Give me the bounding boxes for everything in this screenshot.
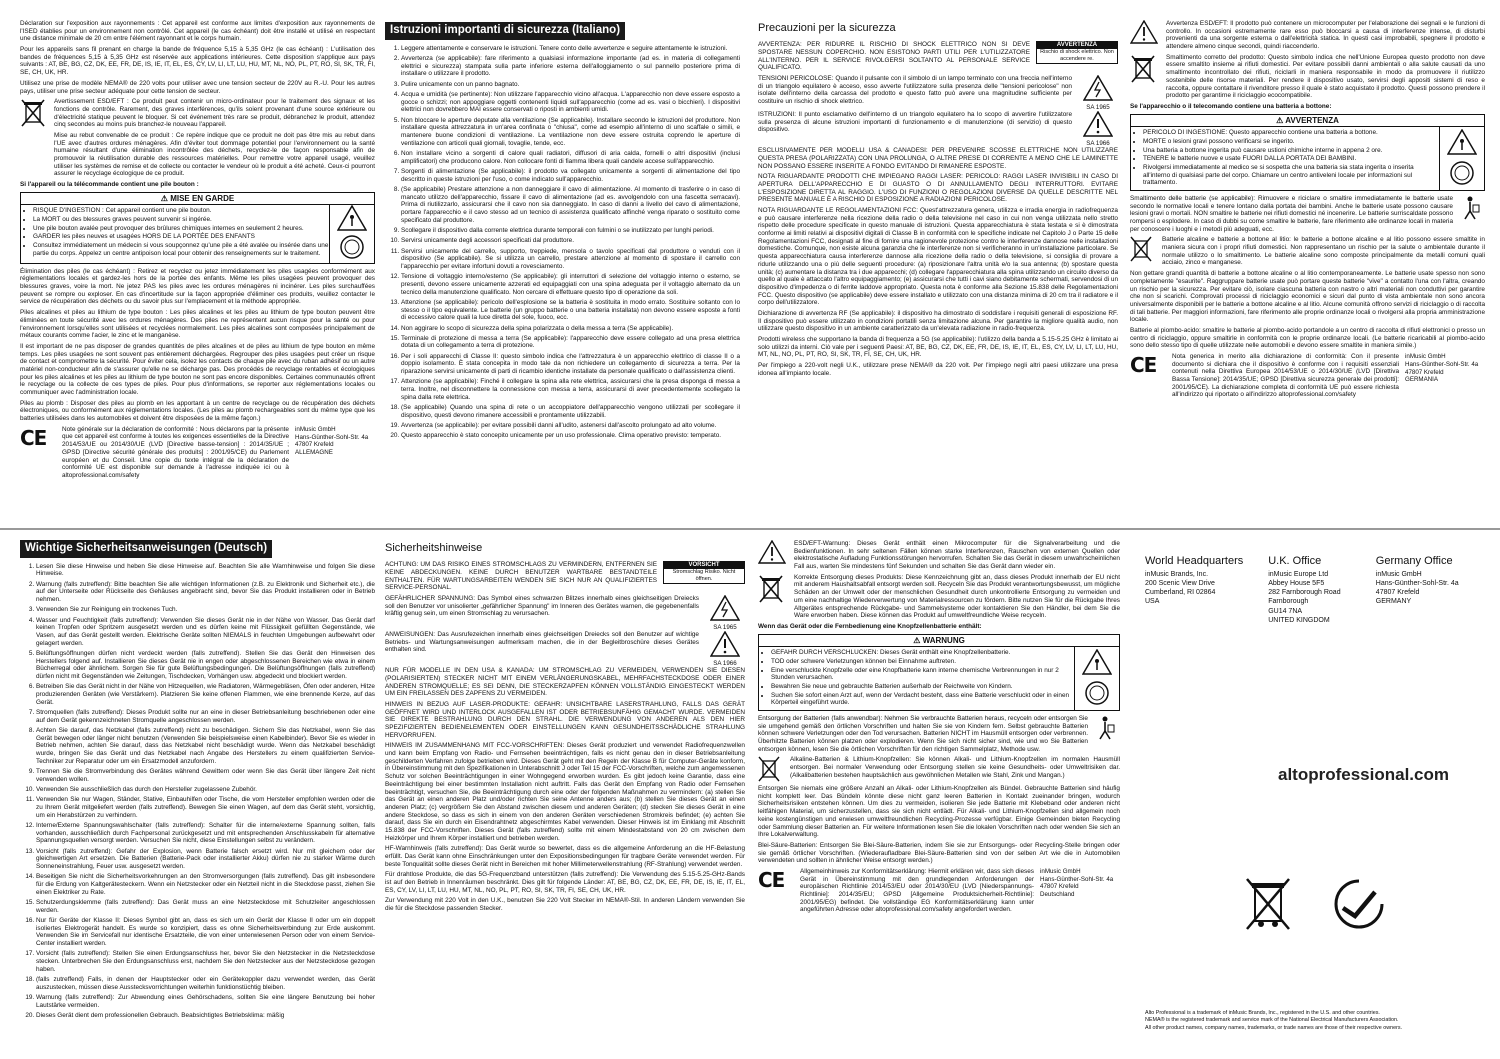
list-item: 14. Beseitigen Sie nicht die Sicherheitsvorkehrungen an den Stromversorgungen (falls zutreffend). Das gilt insbesondere für die Erdung von Kaltgerätesteckern. Wenn ein Netzstecker oder ein Netzteil nicht in die Steckdose passt, ziehen Sie einen Elektriker zu Rate.	[36, 873, 375, 896]
de-safety-column	[385, 542, 745, 1052]
de3-disposal-row	[758, 715, 1120, 756]
compliance-marks	[1243, 875, 1385, 936]
weee-bin-icon	[1243, 875, 1293, 936]
child-warning-icon	[1447, 129, 1477, 158]
footer-line: Alto Professional is a trademark of inMusic Brands, Inc., registered in the U.S. and other countries.	[1145, 1010, 1380, 1016]
lightning-triangle-icon	[705, 595, 745, 631]
de2-p5: HINWEIS IN BEZUG AUF LASER-PRODUKTE: GEFAHR: UNSICHTBARE LASERSTRAHLUNG, FALLS DAS GERÄT GEÖFFNET WIRD UND INTERLOCK AUSGEFALLEN IST ODER BETRIEBSUNFÄHIG GEMACHT WURDE. VERMEIDEN SIE DIREKTE BESTRAHLUNG DURCH DEN STRAHL. DIE VERWENDUNG VON ANDEREN ALS DEN HIER SPEZIFIZIERTEN BEDIENELEMENTEN ODER EINSTELLUNGEN KANN GESUNDHEITSSCHÄDLICHE STRAHLUNG HERVORRUFEN.	[385, 700, 745, 739]
de3-disposal: Entsorgung der Batterien (falls anwendbar): Nehmen Sie verbrauchte Batterien heraus, recyceln oder entsorgen Sie sie umgehend gemäß den örtlichen Vorschriften und halten Sie sie von Kindern fern. Selbst gebrauchte Batterien können schwere Verletzungen oder den Tod verursachen. Batterien NICHT im Hausmüll entsorgen oder verbrennen. Überhitzte Batterien können platzen oder explodieren. Wenn Sie sich nicht sicher sind, wie und wo Sie Batterien entsorgen können, lesen Sie die örtlichen Vorschriften für den richtigen Sammelplatz, Methode usw.	[758, 714, 1088, 753]
it3-recycle: Smaltimento corretto del prodotto: Questo simbolo indica che nell'Unione Europea questo prodotto non deve essere smaltito insieme ai rifiuti domestici. Per evitare possibili danni ambientali o alla salute causati da uno smaltimento incontrollato dei rifiuti, riciclarli in maniera responsabile in modo da promuovere il riutilizzo sostenibile delle risorse materiali. Per rendere il dispositivo usato, servirsi degli appositi sistemi di reso e raccolta, oppure contattare il rivenditore presso il quale è stato acquistato il prodotto. Questi possono prendere il prodotto per garantirne il riciclaggio ecocompatibile.	[1166, 53, 1485, 100]
list-item: 2. Warnung (falls zutreffend): Bitte beachten Sie alle wichtigen Informationen (z.B. zu Elektronik und Sicherheit etc.), die auf der Unterseite oder Rückseite des Gehäuses angebracht sind, bevor Sie das Produkt installieren oder in Betrieb nehmen.	[36, 581, 375, 604]
de3-esd-row	[758, 540, 1120, 574]
it3-conformity: Nota generica in merito alla dichiarazione di conformità: Con il presente documento si dichiara che il dispositivo è conforme con i requisiti essenziali contenuti nella Direttiva Europea 2014/53/UE o 2014/30/UE (LVD [Direttiva Bassa Tensione]: 2014/35/UE; GPSD [Direttiva sicurezza generale dei prodotti]: 2001/95/CE). La dichiarazione completa di conformità UE può essere richiesta all'indirizzo qui riportato o all'indirizzo altoprofessional.com/safety	[1172, 353, 1399, 399]
offices-row	[1145, 555, 1485, 625]
esd-warning-icon	[758, 540, 788, 567]
fr-column	[20, 20, 375, 500]
it3-disposal: Smaltimento delle batterie (se applicabile): Rimuovere e riciclare o smaltire immediatamente le batterie usate secondo le normative locali e tenere lontano dalla portata dei bambini. Anche le batterie usate possono causare lesioni gravi o mortali. NON smaltire le batterie nei rifiuti domestici né incenerire. Le batterie surriscaldate possono rompersi o esplodere. In caso di dubbi su come smaltire le batterie, fare riferimento alle ordinanze locali in materia per conoscere i luoghi e i metodi più adeguati, ecc.	[1130, 194, 1453, 233]
list-item: 4. Acqua e umidità (se pertinente): Non utilizzare l'apparecchio vicino all'acqua. L'apparecchio non deve essere esposto a gocce o schizzi; non appoggiare oggetti contenenti liquidi sull'apparecchio (come ad es. vasi o bicchieri). I dispositivi elettrici non dovrebbero MAI essere conservati o riposti in ambienti umidi.	[401, 91, 740, 114]
list-item: 6. Non installare vicino a sorgenti di calore quali radiatori, diffusori di aria calda, fornelli o altri dispositivi (inclusi amplificatori) che producono calore. Non collocare fonti di fiamma libera quali candele accese sull'apparecchio.	[401, 150, 740, 165]
address-line: inMusic GmbH	[1375, 571, 1422, 579]
fold-divider	[0, 528, 1500, 530]
it3-alkaline: Batterie alcaline e batterie a bottone al litio: le batterie a bottone alcaline e al litio possono essere smaltite in maniera sicura con i propri rifiuti domestici. Non rappresentano un rischio per la salute o ambientale durante il normale utilizzo o lo smaltimento. Le batterie alcaline sono composte principalmente da metalli comuni quali acciaio, zinco e manganese.	[1162, 236, 1485, 267]
list-item: 17. Attenzione (se applicabile): Finché il collegare la spina alla rete elettrica, assicurarsi che la presa disponga di messa a terra. Inoltre, nel disconnettere la connessione con messa a terra, assicurarsi di aver precedentemente scollegato la spina dalla rete elettrica.	[401, 378, 740, 401]
weee-icon	[758, 574, 788, 607]
office-title: Germany Office	[1375, 555, 1453, 567]
list-item: 9. Scollegare il dispositivo dalla corrente elettrica durante temporali con fulmini o se inutilizzato per lunghi periodi.	[401, 227, 740, 235]
it2-instructions-row	[758, 111, 1118, 147]
button-battery-icon	[1449, 160, 1475, 189]
list-item: • GARDER les piles neuves et usagées HORS DE LA PORTÉE DES ENFANTS	[33, 233, 329, 241]
address-line: 47807 Krefeld	[1040, 883, 1079, 891]
it-continued-column	[1130, 20, 1485, 500]
fr-alkaline2: Il est important de ne pas disposer de grandes quantités de piles alcalines et de piles au lithium de type bouton en même temps. Les piles usagées ne sont souvent pas entièrement déchargées. Regrouper des piles usagées peut créer un risque de contact et compromettre la sécurité. Pour éviter cela, isolez les contacts de chaque pile avec du ruban adhésif ou un autre matériel non-conducteur afin de s'assurer qu'elle ne se décharge pas. Des procédés de recyclage rentables et écologiques pour les piles alcalines et les piles au lithium de type bouton ne sont pas encore disponibles. Certaines communautés offrent le recyclage ou la collecte de ces types de piles. Pour plus d'informations, se reporter aux réglementations locales ou communiquer avec l'administration locale.	[20, 342, 375, 397]
de3-lead: Blei-Säure-Batterien: Entsorgen Sie Blei-Säure-Batterien, indem Sie sie zur Entsorgungs- oder Recycling-Stelle bringen oder sie gemäß örtlicher Vorschriften. (Wiederaufladbare Blei-Säure-Batterien sind von der selben Art wie die in Automobilen verwendeten und sollten in ähnlicher Weise entsorgt werden.)	[758, 841, 1120, 865]
de2-p4: NUR FÜR MODELLE IN DEN USA & KANADA: UM STROMSCHLAG ZU VERMEIDEN, VERWENDEN SIE DIESEN (POLARISIERTEN) STECKER NICHT MIT EINEM VERLÄNGERUNGSKABEL, MEHRFACHSTECKDOSE ODER EINER ANDEREN STROMQUELLE; ES SEI DENN, DIE STECKERZAPFEN KÖNNEN VOLLSTÄNDIG EINGESTECKT WERDEN UM EIN FREILASSEN DES ZAPFENS ZU VERMEIDEN.	[385, 667, 745, 698]
weee-icon	[20, 98, 48, 131]
child-warning-icon	[337, 205, 367, 234]
fr-esd: Avertissement ESD/EFT : Ce produit peut contenir un micro-ordinateur pour le traitement des signaux et les fonctions de contrôle. Rarement, des graves interférences, qu'ils soient provenant d'une source extérieure ou d'électricité statique peuvent le bloquer. Si cet événement très rare se produit, débranchez le produit, attendez cinq secondes au moins puis branchez-le nouveau l'appareil.	[54, 98, 375, 129]
it2-voltage-row	[758, 75, 1118, 111]
it2-caution-box	[1036, 41, 1118, 63]
caution-box-title: AVVERTENZA	[1037, 42, 1117, 49]
de2-p8: Für drahtlose Produkte, die das 5G-Frequenzband unterstützen (falls zutreffend): Die Verwendung des 5.15-5.25-GHz-Bands ist auf den Betrieb in Innenräumen beschränkt. Dies gilt für folgende Länder: AT, BE, BG, CZ, DK, EE, FR, DE, IS, IE, IT, EL, ES, CY, LV, LI, LT, LU, HU, MT, NL, NO, PL, PT, RO, SI, SK, TR, FI, SE, CH, UK, HR.	[385, 871, 745, 894]
list-item: 20. Dieses Gerät dient dem professionellen Gebrauch. Beabsichtigtes Betriebsklima: mäßig	[36, 1012, 375, 1020]
warning-triangle-icon: ⚠	[160, 193, 171, 203]
lightning-triangle-icon	[1078, 75, 1118, 111]
address-line: Hans-Günther-Sohl-Str. 4a	[1375, 580, 1459, 588]
list-item: • TOD oder schwere Verletzungen können bei Einnahme auftreten.	[771, 658, 1074, 666]
fr-warning-box	[20, 192, 375, 264]
address-line: UNITED KINGDOM	[1268, 616, 1330, 624]
it2-p6: NOTA RIGUARDANTE LE REGOLAMENTAZIONI FCC: Quest'attrezzatura genera, utilizza e irradia energia in radiofrequenza e può causare interferenze nella ricezione della radio o della televisione nel caso in cui non venga utilizzata nello stretto rispetto delle procedure specificate in questo manuale di istruzioni. Questa apparecchiatura è stata testata e si è dimostrata conforme ai limiti relativi ai dispositivi digitali di Classe B in conformità con le specifiche indicate nel Capitolo J o Parte 15 delle Regolamentazioni FCC, designati al fine di fornire una ragionevole protezione contro le interferenze dannose nelle installazioni domestiche. Comunque, non esiste alcuna garanzia che le interferenze non si verificheranno in un'installazione particolare. Se questa apparecchiatura causa interferenze dannose alla ricezione della radio o della televisione, si consiglia di provare a ridurle utilizzando una o più delle seguenti procedure: (a) riposizionare l'altra unità e/o la sua antenna; (b) spostare questa unità; (c) aumentare la distanza tra i due apparecchi; (d) collegare l'apparecchiatura alla spina utilizzando un circuito diverso da quello al quale è attaccato l'altro equipaggiamento; (e) assicurarsi che tutti i cavi siano debitamente schermati, servendosi di un dispositivo d'impedenza o di ferrite laddove appropriato. Questa nota è conforme alla Sezione 15.838 delle Regolamentazioni FCC. Questo dispositivo (se applicabile) deve essere installato e utilizzato con una distanza minima di 20 cm tra il radiatore e il corpo dell'utilizzatore.	[758, 207, 1118, 307]
it2-p4: ESCLUSIVAMENTE PER MODELLI USA & CANADESI: PER PREVENIRE SCOSSE ELETTRICHE NON UTILIZZARE QUESTA PRESA (POLARIZZATA) CON UNA PROLUNGA, O ALTRE PRESE DI CORRENTE A MENO CHE LE LAMINETTE NON POSSANO ESSERE INSERITE A FONDO EVITANDO DI RIMANERE ESPOSTE.	[758, 147, 1118, 170]
list-item: • MORTE o lesioni gravi possono verificarsi se ingerito.	[1143, 138, 1439, 146]
list-item: 15. Terminale di protezione di messa a terra (Se applicabile): l'apparecchio deve essere collegato ad una presa elettrica dotata di un collegamento a terra di protezione.	[401, 335, 740, 350]
fr-disposal: Élimination des piles (le cas échéant) : Retirez et recyclez ou jetez immédiatement les piles usagées conformément aux réglementations locales et gardez-les hors de la portée des enfants. Même les piles usagées peuvent provoquer des blessures graves, voire la mort. Ne jetez PAS les piles avec les ordures ménagères ni incinérer. Les piles surchauffées peuvent se rompre ou exploser. En cas d'incertitude sur la façon appropriée d'éliminer ces produits, veuillez contacter le service de récupération des déchets ou du savoir plus sur l'emplacement et la méthode appropriée.	[20, 267, 375, 306]
list-item: 18. (falls zutreffend) Falls, in denen der Hauptstecker oder ein Gerätekoppler dazu verwendet werden, das Gerät auszustecken, müssen diese Ausstecksvorrichtungen weiterhin funktionstüchtig bleiben.	[36, 976, 375, 991]
caution-box-title: VORSICHT	[664, 562, 744, 569]
list-item: • Suchen Sie sofort einen Arzt auf, wenn der Verdacht besteht, dass eine Batterie verschluckt oder in einen Körperteil eingeführt wurde.	[771, 692, 1074, 707]
list-item: 19. Avvertenza (se applicabile): per evitare possibili danni all'udito, astenersi dall'ascolto prolungato ad alto volume.	[401, 422, 740, 430]
sa-label: SA 1966	[1086, 139, 1110, 147]
address-line: Cumberland, RI 02864	[1145, 589, 1216, 597]
list-item: 12. Interne/Externe Spannungswahlschalter (falls zutreffend): Schalter für die interne/externe Spannung sollten, falls vorhanden, ausschließlich durch Fachpersonal zurückgesetzt und mit entsprechenden Anschlusskabeln für alternative Spannungsquellen versorgt werden. Versuchen Sie nicht, diese Einstellungen selbst zu verändern.	[36, 822, 375, 845]
list-item: 20. Questo apparecchio è stato concepito unicamente per un uso professionale. Clima operativo previsto: temperato.	[401, 432, 740, 440]
sa-label: SA 1965	[713, 623, 737, 631]
button-battery-icon	[1084, 680, 1110, 709]
address-line: Deutschland	[1040, 891, 1075, 899]
it3-conformity-row	[1130, 353, 1485, 402]
sa-label: SA 1966	[713, 659, 737, 667]
list-item: 12. Tensione di voltaggio interno/esterno (Se applicabile): gli interruttori di selezione del voltaggio interno o esterno, se presenti, devono essere unicamente azzerati ed equipaggiati con una spina adeguata per il voltaggio alternato da un tecnico della manutenzione qualificato. Non cercare di effettuare questo tipo di operazione da soli.	[401, 273, 740, 296]
de3-battery-intro: Wenn das Gerät oder die Fernbedienung eine Knopfzellenbatterie enthält:	[758, 622, 982, 630]
list-item: • PERICOLO DI INGESTIONE: Questo apparecchio contiene una batteria a bottone.	[1143, 129, 1439, 137]
list-item: 19. Warnung (falls zutreffend): Zur Abwendung eines Gehörschadens, sollten Sie eine längere Benutzung bei hoher Lautstärke vermeiden.	[36, 994, 375, 1009]
de-title: Wichtige Sicherheitsanweisungen (Deutsch)	[20, 540, 272, 558]
exclamation-triangle-icon	[705, 631, 745, 667]
fr-lead: Piles au plomb : Disposer des piles au plomb en les apportant à un centre de recyclage ou de récupération des déchets électroniques, ou conformément aux réglementations locales. (Les piles au plomb rechargeables sont du même type que les batteries utilisées dans les automobiles et doivent être disposées de la même façon.)	[20, 399, 375, 423]
it-column	[385, 22, 740, 502]
list-item: 8. Achten Sie darauf, das Netzkabel (falls zutreffend) nicht zu beschädigen. Sichern Sie das Netzkabel, wenn Sie das Gerät bewegen oder länger nicht benutzen (Verwenden Sie beispielsweise einen Kabelbinder). Bevor Sie es wieder in Betrieb nehmen, achten Sie darauf, dass das Netzkabel nicht beschädigt wurde. Wenn das Netzkabel beschädigt wurde, bringen Sie das Gerät und das Netzkabel nach Angabe des Herstellers zu einem qualifizierten Service-Techniker zur Reparatur oder um ein Ersatzmodell anzufordern.	[36, 727, 375, 765]
office-block	[1376, 555, 1485, 625]
fr-recycle: Mise au rebut convenable de ce produit : Ce repère indique que ce produit ne doit pas être mis au rebut dans l'UE avec d'autres ordures ménagères. Afin d'éviter tout dommage potentiel pour l'environnement ou la santé humaine résultant d'une élimination incontrôlée des déchets, recyclez-le de façon responsable afin de promouvoir la réutilisation durable des ressources matérielles. Pour remettre votre appareil usagé, veuillez utiliser les systèmes de remise et de collecte ou contacter le vendeur où le produit a été acheté. Ceux-ci pourront assurer le recyclage écologique de ce produit.	[54, 131, 375, 178]
de2-title: Sicherheitshinweise	[385, 542, 483, 554]
list-item: 10. Servirsi unicamente degli accessori specificati dal produttore.	[401, 237, 740, 245]
address-line: ALLEMAGNE	[295, 449, 333, 457]
address-line: Farnborough	[1268, 598, 1309, 606]
caution-box-text: Stromschlag Risiko. Nicht öffnen.	[672, 569, 736, 582]
list-item: • Eine verschluckte Knopfzelle oder eine Knopfbatterie kann interne chemische Verbrennungen in nur 2 Stunden verursachen.	[771, 667, 1074, 682]
address-line: GU14 7NA	[1268, 607, 1303, 615]
address-line: 282 Farnborough Road	[1268, 589, 1341, 597]
warning-triangle-icon: ⚠	[1276, 115, 1286, 125]
footer-line: All other product names, company names, trademarks, or trade names are those of their respective owners.	[1145, 1024, 1403, 1031]
weee-icon	[1130, 236, 1156, 265]
list-item: 8. (Se applicabile) Prestare attenzione a non danneggiare il cavo di alimentazione. Al momento di trasferire o in caso di mancato utilizzo dell'apparecchio, fissare il cavo di alimentazione (ad es. avvolgendolo con una fascetta serracavi). Prima di riutilizzarlo, assicurarsi che il cavo non sia danneggiato. In caso di danni a livello del cavo di alimentazione, portare l'apparecchio e il cavo stesso ad un tecnico di assistenza qualificato affinché venga riparato o sostituito come specificato dal produttore.	[401, 186, 740, 224]
ce-mark-icon: CE	[758, 867, 785, 892]
address-line: Abbey House 5F5	[1268, 580, 1325, 588]
esd-warning-icon	[1130, 20, 1160, 47]
caution-box-text: Rischio di shock elettrico. Non accendere re.	[1040, 49, 1114, 62]
list-item: 5. Non bloccare le aperture deputate alla ventilazione (Se applicabile). Installare secondo le istruzioni del produttore. Non installare questa attrezzatura in un'area confinata o "chiusa", come ad esempio all'interno di uno scaffale o simili, e mantenere buone condizioni di ventilazione. La ventilazione non deve essere ostruita coprendo le aperture di ventilazione con articoli quali giornali, tovaglie, tende, ecc.	[401, 117, 740, 148]
it3-recycle-row	[1130, 54, 1485, 103]
list-item: 1. Leggere attentamente e conservare le istruzioni. Tenere conto delle avvertenze e seguire attentamente le istruzioni.	[401, 45, 740, 53]
list-item: 18. (Se applicabile) Quando una spina di rete o un accoppiatore dell'apparecchio vengono utilizzati per scollegare il dispositivo, questi devono rimanere accessibili e prontamente utilizzabili.	[401, 404, 740, 419]
weee-icon	[758, 756, 784, 785]
de3-warn-title: WARNUNG	[922, 635, 965, 645]
address-line: 47807 Krefeld	[1405, 368, 1444, 376]
it2-warning-row	[758, 41, 1118, 75]
fr-conformity-row	[20, 426, 375, 483]
it-list	[385, 45, 740, 440]
it-title: Istruzioni importanti di sicurezza (Italiano)	[385, 22, 625, 40]
de3-conformity: Allgemeinhinweis zur Konformitätserklärung: Hiermit erklären wir, dass sich dieses Gerät in Übereinstimmung mit den grundlegenden Anforderungen der europäischen Richtlinie 2014/53/EU oder 2014/30/EU (LVD [Niederspannungs-Richtlinie]: 2014/35/EU; GPSD [Allgemeine Produktsicherheit-Richtlinie]: 2001/95/EG) befindet. Die vollständige EG Konformitätserklärung kann unter angeführten Adresse oder altoprofessional.com/safety angefordert werden.	[800, 867, 1034, 914]
weee-icon	[1130, 54, 1160, 87]
list-item: 7. Sorgenti di alimentazione (Se applicabile): il prodotto va collegato unicamente a sorgenti di alimentazione del tipo descritto in queste istruzioni per l'uso, o come indicato sull'apparecchio.	[401, 168, 740, 183]
it2-title: Precauzioni per la sicurezza	[758, 22, 896, 34]
list-item: • GEFAHR DURCH VERSCHLUCKEN: Dieses Gerät enthält eine Knopfzellenbatterie.	[771, 649, 1074, 657]
it2-p9: Per l'impiego a 220-volt negli U.K., utilizzare prese NEMA® da 220 volt. Per l'impiego negli altri paesi utilizzare una presa idonea all'impianto locale.	[758, 362, 1118, 377]
de3-alkaline2: Entsorgen Sie niemals eine größere Anzahl an Alkali- oder Lithium-Knopfzellen als Bündel. Gebrauchte Batterien sind häufig nicht komplett leer. Das Bündeln könnte diese nicht ganz leeren Batterien in Kontakt zueinander bringen, wodurch Sicherheitsrisiken entstehen können. Um dies zu vermeiden, isolieren Sie jede Batterie mit Klebeband oder anderen nicht leitfähigen Material, um sicherzustellen, dass sie sich nicht entlädt. Für Alkali- und Lithium-Knopfzellen sind allgemein noch keine kostengünstigen und erwiesen umweltfreundlichen Recycling-Prozesse verfügbar. Einige Gemeinden bieten Recycling oder Sammlung dieser Batterien an. Für weitere Informationen lesen Sie die lokalen Vorschriften nach oder wenden Sie sich an Ihre Lokalverwaltung.	[758, 785, 1120, 839]
it2-p7: Dichiarazione di avvertenza RF (Se applicabile): il dispositivo ha dimostrato di soddisfare i requisiti generali di esposizione RF. Il dispositivo può essere utilizzato in condizioni portatili senza limitazione alcuna. Per garantire la migliore qualità audio, non utilizzare questo dispositivo in un ambiente caratterizzato da un'elevata radiazione in radio-frequenza.	[758, 309, 1118, 333]
de2-p1: ACHTUNG: UM DAS RISIKO EINES STROMSCHLAGS ZU VERMINDERN, ENTFERNEN SIE KEINE ABDECKUNGEN. KEINE DURCH BENUTZER WARTBARE BESTANDTEILE ENTHALTEN. FÜR WARTUNGSARBEITEN WENDEN SIE SICH NUR AN QUALIFIZIERTES SERVICE-PERSONAL.	[385, 561, 657, 592]
de-list	[20, 563, 375, 1020]
trademark-footer	[1145, 1010, 1485, 1032]
it3-battery-intro: Se l'apparecchio o il telecomando contiene una batteria a bottone:	[1130, 102, 1332, 110]
list-item: • La MORT ou des blessures graves peuvent survenir si ingérée.	[33, 216, 329, 224]
address-line: 47807 Krefeld	[1375, 589, 1420, 597]
de3-alkaline: Alkaline-Batterien & Lithium-Knopfzellen: Sie können Alkali- und Lithium-Knopfzellen im normalen Hausmüll entsorgen. Bei normaler Verwendung oder Entsorgung stellen sie keine Gesundheits- oder Umweltrisiken dar. (Alkalibatterien bestehen hauptsächlich aus gewöhnlichen Metallen wie Stahl, Zink und Mangan.)	[790, 756, 1120, 779]
fr-nema: Utilisez une prise de modèle NEMA® de 220 volts pour utiliser avec une tension secteur de 220V au R.-U. Pour les autres pays, utiliser une prise secteur adéquate pour cette tension de secteur.	[20, 79, 375, 95]
office-title: U.K. Office	[1268, 555, 1322, 567]
list-item: • TENERE le batterie nuove e usate FUORI DALLA PORTATA DEI BAMBINI.	[1143, 155, 1439, 163]
child-warning-icon	[1082, 649, 1112, 678]
list-item: • Una batteria a bottone ingerita può causare ustioni chimiche interne in appena 2 ore.	[1143, 147, 1439, 155]
office-block	[1145, 555, 1254, 625]
list-item: 16. Nur für Geräte der Klasse II: Dieses Symbol gibt an, dass es sich um ein Gerät der Klasse II oder um ein doppelt isoliertes Elektrogerät handelt. Es wurde so konzipiert, dass es ohne Sicherheitsverbindung zur Erde auskommt. Verwenden Sie im Servicefall nur identische Ersatzteile, die von einer unterwiesenen Person oder von einem Service-Center installiert werden.	[36, 917, 375, 948]
it2-p3: ISTRUZIONI: Il punto esclamativo dell'interno di un triangolo equilatero ha lo scopo di avvertire l'utilizzatore sulla presenza di alcune istruzioni importanti di funzionamento e di manutenzione (di servizio) di questo dispositivo.	[758, 111, 1072, 134]
list-item: 6. Betreiben Sie das Gerät nicht in der Nähe von Hitzequellen, wie Radiatoren, Wärmegebläsen, Öfen oder anderen, Hitze produzierenden Geräten (wie Verstärkern). Platzieren Sie keine offenen Flammen, wie eine brennende Kerze, auf das Gerät.	[36, 683, 375, 706]
list-item: • Consultez immédiatement un médecin si vous soupçonnez qu'une pile a été avalée ou insérée dans une partie du corps. Appelez un centre antipoison local pour obtenir des renseignements sur le traitement.	[33, 242, 329, 257]
office-block	[1268, 555, 1362, 625]
fr-alkaline: Piles alcalines et piles au lithium de type bouton : Les piles alcalines et les piles au lithium de type bouton peuvent être éliminées en toute sécurité avec les ordures ménagères. Des piles ne représentent aucun risque pour la santé ou pour l'environnement lorsqu'elles sont utilisées et recyclées normalement. Les piles alcalines sont composées principalement de métaux courants comme l'acier, le zinc et le manganèse.	[20, 309, 375, 340]
list-item: • Rivolgersi immediatamente al medico se si sospetta che una batteria sia stata ingerita o inserita all'interno di qualsiasi parte del corpo. Chiamare un centro antiveleni locale per informazioni sul trattamento.	[1143, 164, 1439, 187]
list-item: 16. Per i soli apparecchi di Classe II: questo simbolo indica che l'attrezzatura è un apparecchio elettrico di classe II o a doppio isolamento. È stata concepita in modo tale da non richiedere un collegamento di sicurezza a terra. Per la riparazione servirsi unicamente di parti di ricambio identiche installate da personale qualificato o dall'assistenza clienti.	[401, 353, 740, 376]
list-item: 14. Non aggirare lo scopo di sicurezza della spina polarizzata o della messa a terra (Se applicabile).	[401, 325, 740, 333]
de2-p2: GEFÄHRLICHER SPANNUNG: Das Symbol eines schwarzen Blitzes innerhalb eines gleichseitigen Dreiecks soll den Benutzer vor unisolierter „gefährlicher Spannung" im Inneren des Gerätes warnen, die gegebenenfalls kräftig genug sein, um einen Stromschlag zu verursachen.	[385, 594, 699, 618]
sa-label: SA 1965	[1086, 103, 1110, 111]
de2-warning-row	[385, 561, 745, 595]
de3-warning-box	[758, 634, 1120, 711]
exclamation-triangle-icon	[1078, 111, 1118, 147]
list-item: 9. Trennen Sie die Stromverbindung des Gerätes während Gewittern oder wenn Sie das Gerät über längere Zeit nicht verwenden wollen.	[36, 768, 375, 783]
address-line: inMusic GmbH	[1040, 867, 1081, 875]
list-item: 13. Vorsicht (falls zutreffend): Gefahr der Explosion, wenn Batterie falsch ersetzt wird. Nur mit gleichem oder der gleichwertigen Art ersetzen. Die Batterien (Batterie-Pack oder installierter Akku) dürfen nie zu starker Wärme durch Sonneneinstrahlung, Feuer usw. ausgesetzt werden.	[36, 848, 375, 871]
it3-esd: Avvertenza ESD/EFT: Il prodotto può contenere un microcomputer per l'elaborazione dei segnali e le funzioni di controllo. In occasioni estremamente rare esso può bloccarsi a causa di interferenze intense, di disturbi provenienti da una sorgente esterna o dall'elettricità statica. In questi casi improbabili, spegnere il prodotto e attendere almeno cinque secondi, quindi riaccenderlo.	[1166, 20, 1485, 51]
address-line: inMusic GmbH	[1405, 353, 1446, 361]
fr-5ghz: Pour les appareils sans fil prenant en charge la bande de fréquence 5,15 à 5,35 GHz (le cas échéant) : L'utilisation des bandes de fréquences 5,15 à 5,35 GHz est réservée aux applications intérieures. Cette disposition s'applique aux pays suivants : AT, BE, BG, CZ, DK, EE, FR, DE, IS, IE, IT, EL, ES, CY, LV, LI, LT, LU, HU, MT, NL, NO, PL, PT, RO, SI, SK, TR, FI, SE, CH, UK, HR.	[20, 46, 375, 77]
fr-conformity: Note générale sur la déclaration de conformité : Nous déclarons par la présente que cet appareil est conforme à toutes les exigences essentielles de la Directive 2014/53/UE ou 2014/30/UE (LVD [Directive basse-tension] : 2014/35/UE ; GPSD [Directive sécurité générale des produits] : 2001/95/CE) du Parlement européen et du Conseil. Une copie du texte intégral de la déclaration de conformité UE est disponible sur demande à l'adresse indiquée ici ou à altoprofessional.com/safety	[62, 425, 289, 479]
address-line: Hans-Günther-Sohl-Str. 4a	[1040, 875, 1114, 883]
button-battery-icon	[339, 234, 365, 263]
list-item: 2. Avvertenza (se applicabile): fare riferimento a qualsiasi informazione importante (ad es. in materia di collegamenti elettrici e sicurezza) stampata sulla parte inferiore esterna dell'alloggiamento o sul pannello posteriore prima di installare o utilizzare il prodotto.	[401, 55, 740, 78]
it2-p2: TENSIONI PERICOLOSE: Quando il pulsante con il simbolo di un lampo terminato con una freccia nell'interno di un triangolo equilatero è acceso, esso avverte l'utilizzatore sulla presenza delle "tensioni pericolose" non isolate dell'interno della carcassa del prodotto e questo fatto può avere una magnitudine sufficiente per costituire un rischio di shock elettrico.	[758, 74, 1072, 105]
it3-alkaline2: Non gettare grandi quantità di batterie a bottone alcaline o al litio contemporaneamente. Le batterie usate spesso non sono completamente "esaurite". Raggruppare batterie usate può portare queste batterie "vive" a contatto l'una con l'altra, creando un rischio per la sicurezza. Per evitare ciò, isolare ciascuna batteria con nastro o altri materiali non conduttivi per garantire che non si scarichi. Comprovati processi di riciclaggio economici e sicuri dal punto di vista ambientale non sono ancora universalmente disponibili per le batterie a bottone alcaline e al litio. Alcune comunità offrono servizi di riciclaggio o di raccolta di tali batterie. Per maggiori informazioni, fare riferimento alle proprie ordinanze locali o rivolgersi alla propria amministrazione locale.	[1130, 270, 1485, 324]
de3-recycle: Korrekte Entsorgung dieses Produkts: Diese Kennzeichnung gibt an, dass dieses Produkt innerhalb der EU nicht mit anderem Haushaltsabfall entsorgt werden soll. Recyceln Sie das Produkt verantwortungsbewusst, um mögliche Schäden an der Umwelt oder der menschlichen Gesundheit durch unkontrollierte Entsorgung zu vermeiden und um eine nachhaltige Wiederverwertung von Materialressourcen zu fördern. Bitte nutzen Sie für die Rückgabe Ihres Altgerätes entsprechende Rückgabe- und Sammelsysteme oder kontaktieren Sie den Händler, bei dem Sie die Ware erworben haben. Diese können das Produkt auf umweltfreundliche Weise recyceln.	[794, 573, 1120, 620]
ce-mark-icon: CE	[20, 425, 47, 450]
de3-conformity-row	[758, 868, 1120, 917]
it2-p5: NOTA RIGUARDANTE PRODOTTI CHE IMPIEGANO RAGGI LASER: PERICOLO: RAGGI LASER INVISIBILI IN CASO DI APERTURA DELL'APPARECCHIO E DI GUASTO O DI ANNULLAMENTO DEGLI INTERRUTTORI. EVITARE L'ESPOSIZIONE DIRETTA AL RAGGIO. L'USO DI FUNZIONI O REGOLAZIONI DIVERSE DA QUELLE DESCRITTE NEL PRESENTE MANUALE È A RISCHIO DI ESPOSIZIONE A RADIAZIONI PERICOLOSE.	[758, 173, 1118, 204]
footer-line: NEMA® is the registered trademark and service mark of the National Electrical Manufacturers Association.	[1145, 1017, 1399, 1024]
list-item: 17. Vorsicht (falls zutreffend): Stellen Sie einen Erdungsanschluss her, bevor Sie den Netzstecker in die Netzsteckdose stecken. Unterbrechen Sie den Erdungsanschluss erst, nachdem Sie den Netzstecker aus der Netzsteckdose gezogen haben.	[36, 950, 375, 973]
de2-voltage-row	[385, 595, 745, 631]
list-item: • Une pile bouton avalée peut provoquer des brûlures chimiques internes en seulement 2 heures.	[33, 225, 329, 233]
it3-esd-row	[1130, 20, 1485, 54]
address-line: 47807 Krefeld	[295, 441, 334, 449]
rcm-mark-icon	[1333, 878, 1385, 933]
fr-warn-title: MISE EN GARDE	[170, 193, 235, 203]
it3-warning-box	[1130, 114, 1485, 191]
de-continued-column	[758, 540, 1120, 1050]
address-line: inMusic GmbH	[295, 425, 336, 433]
recycle-person-icon	[1459, 195, 1485, 224]
recycle-person-icon	[1094, 715, 1120, 744]
list-item: 15. Schutzerdungsklemme (falls zutreffend): Das Gerät muss an eine Netzsteckdose mit Schutzleiter angeschlossen werden.	[36, 899, 375, 914]
address-line: inMusic Europe Ltd	[1268, 571, 1329, 579]
list-item: 7. Stromquellen (falls zutreffend): Dieses Produkt sollte nur an eine in dieser Betriebsanleitung beschriebenen oder eine auf dem Gerät gekennzeichneten Stromquelle angeschlossen werden.	[36, 709, 375, 724]
list-item: 11. Verwenden Sie nur Wagen, Ständer, Stative, Einbauhilfen oder Tische, die vom Hersteller empfohlen werden oder die zu Ihrem Gerät mitgeliefert werden (falls zutreffend). Bewegen Sie einen Wagen, auf dem das Gerät steht, vorsichtig, um ein Herabstürzen zu verhindern.	[36, 796, 375, 819]
de2-p6: HINWEIS IM ZUSAMMENHANG MIT FCC-VORSCHRIFTEN: Dieses Gerät produziert und verwendet Radiofrequenzwellen und kann beim Empfang von Radio- und Fernsehen beeinträchtigen, falls es nicht genau den in dieser Betriebsanleitung geschilderten Verfahren zufolge betrieben wird. Dieses Gerät geht mit den Regeln der Klasse B für Computer-Geräte konform, in Übereinstimmung mit den Spezifikationen in Unterabschnitt J oder Teil 15 der FCC-Vorschriften, welche zum angemessenen Schutz vor solchen Beeinträchtigungen in einer Wohngegend erworben wurden. Es gibt jedoch keine Garantie, dass eine Beeinträchtigung bei einer bestimmten Installation nicht auftritt. Falls das Gerät den Empfang von Radio oder Fernsehen beeinträchtigt, versuchen Sie, die Beeinträchtigung durch eine oder der folgenden Maßnahmen zu vermindern: (a) stellen Sie das Gerät an einen anderen Platz und/oder richten Sie seine Antenne anders aus; (b) stellen Sie dieses Gerät an einen anderen Platz; (c) vergrößern Sie den Abstand zwischen diesem und anderen Geräten; (d) stecken Sie dieses Gerät in eine andere Steckdose, so dass es sich in einem von den anderen Geräten verschiedenen Stromkreis befindet; (e) achten Sie darauf, dass Sie ein durch ein Eisendrahtnetz abgeschirmtes Kabel verwenden. Dieser Hinweis ist im Einklang mit Abschnitt 15.838 der FCC-Vorschriften. Dieses Gerät (falls zutreffend) sollte mit einem Mindestabstand von 20 cm zwischen dem Heizkörper und Ihrem Körper installiert und betrieben werden.	[385, 742, 745, 842]
it3-warn-title: AVVERTENZA	[1285, 115, 1339, 125]
de3-recycle-row	[758, 574, 1120, 623]
address-line: inMusic Brands, Inc.	[1145, 571, 1209, 579]
fr-battery-intro: Si l'appareil ou la télécommande contient une pile bouton :	[20, 181, 199, 189]
it2-p8: Prodotti wireless che supportano la banda di frequenza a 5G (se applicabile): l'utilizzo della banda a 5.15-5.25 GHz è limitato ai solo utilizzi da interni. Ciò vale per i seguenti Paesi: AT, BE, BG, CZ, DK, EE, FR, DE, IS, IE, IT, EL, ES, CY, LV, LI, LT, LU, HU, MT, NL, NO, PL, PT, RO, SI, SK, TR, FI, SE, CH, UK, HR.	[758, 336, 1118, 359]
it3-disposal-row	[1130, 195, 1485, 236]
de-column	[20, 540, 375, 1050]
address-line: GERMANY	[1375, 598, 1412, 606]
de3-esd: ESD/EFT-Warnung: Dieses Gerät enthält einen Mikrocomputer für die Signalverarbeitung und die Bedienfunktionen. In sehr seltenen Fällen können starke Interferenzen, Rauschen von externen Quellen oder elektrostatische Aufladung Funktionsstörungen hervorrufen. Schalten Sie das Gerät in diesem unwahrscheinlichen Fall aus, warten Sie mindestens fünf Sekunden und schalten Sie das Gerät dann wieder ein.	[794, 540, 1120, 571]
fr-esd-row	[20, 98, 375, 181]
fr-radiation: Déclaration sur l'exposition aux rayonnements : Cet appareil est conforme aux limites d'exposition aux rayonnements de l'ISED établies pour un environnement non contrôlé. Cet appareil (le cas échéant) doit être installé et utilisé en respectant une distance minimale de 20 cm entre l'élément rayonnant et le corps humain.	[20, 20, 375, 43]
de3-alkaline-row	[758, 756, 1120, 785]
it-precautions-column	[758, 22, 1118, 502]
list-item: 3. Verwenden Sie zur Reinigung ein trockenes Tuch.	[36, 606, 375, 614]
de2-instructions-row	[385, 631, 745, 667]
it2-p1: AVVERTENZA: PER RIDURRE IL RISCHIO DI SHOCK ELETTRICO NON SI DEVE SPOSTARE NESSUN COPERCHIO. NON ESISTONO PARTI UTILI PER L'UTILIZZATORE ALL'INTERNO. PER IL SERVICE RIVOLGERSI SOLTANTO AL PERSONALE SERVICE QUALIFICATO.	[758, 41, 1030, 72]
address-line: GERMANIA	[1405, 376, 1439, 384]
list-item: 11. Servirsi unicamente del carrello, supporto, treppiede, mensola o tavolo specificati dal produttore o venduti con il dispositivo (Se applicabile). Se si utilizza un carrello, prestare attenzione al momento di spostare il carrello con l'apparecchio per evitare infortuni dovuti a rovesciamento.	[401, 248, 740, 271]
ce-mark-icon: CE	[1130, 353, 1157, 378]
office-title: World Headquarters	[1145, 555, 1244, 567]
list-item: 5. Belüftungsöffnungen dürfen nicht verdeckt werden (falls zutreffend). Stellen Sie das Gerät den Hinweisen des Herstellers folgend auf. Installieren Sie dieses Gerät nie in engen oder abgeschlossenen Bereichen wie etwa in einem Bücherregal oder ähnlichem. Sorgen Sie für gute Belüftungsbedingungen. Die Belüftungsöffnungen (falls zutreffend) dürfen nicht mit Gegenständen wie Zeitungen, Tischdecken, Vorhängen usw. abgedeckt und blockiert werden.	[36, 650, 375, 681]
back-cover	[1145, 555, 1485, 1050]
address-line: Hans-Günther-Sohl-Str. 4a	[295, 433, 369, 441]
address-line: Hans-Günther-Sohl-Str. 4a	[1405, 360, 1479, 368]
de2-p9: Zur Verwendung mit 220 Volt in den U.K., benutzen Sie 220 Volt Stecker im NEMA®-Stil. In anderen Ländern verwenden Sie die für die Steckdose passenden Stecker.	[385, 897, 745, 913]
de2-p7: HF-Warnhinweis (falls zutreffend): Das Gerät wurde so bewertet, dass es die allgemeine Anforderung an die HF-Belastung erfüllt. Das Gerät kann ohne Einschränkungen unter den Expositionsbedingungen für tragbare Geräte verwendet werden. Für beste Tonqualität sollte dieses Gerät nicht in Bereichen mit hoher Millimeterwellenstrahlung (RF-Strahlung) verwendet werden.	[385, 845, 745, 868]
website[interactable]: altoprofessional.com	[1278, 765, 1449, 784]
list-item: • RISQUE D'INGESTION : Cet appareil contient une pile bouton.	[33, 207, 329, 215]
de2-caution-box	[663, 561, 745, 583]
list-item: 4. Wasser und Feuchtigkeit (falls zutreffend): Verwenden Sie dieses Gerät nie in der Nähe von Wasser. Das Gerät darf keinen Tropfen oder Spritzern ausgesetzt werden und es dürfen keine mit Flüssigkeit gefüllten Gegenstände, wie Vasen, auf das Gerät gestellt werden. Elektrische Geräte sollten NIEMALS in feuchten Umgebungen aufbewahrt oder gelagert werden.	[36, 617, 375, 648]
list-item: 3. Pulire unicamente con un panno bagnato.	[401, 81, 740, 89]
list-item: 10. Verwenden Sie ausschließlich das durch den Hersteller zugelassene Zubehör.	[36, 786, 375, 794]
address-line: USA	[1145, 598, 1160, 606]
it3-lead: Batterie al piombo-acido: smaltire le batterie al piombo-acido portandole a un centro di raccolta di rifiuti elettronici o presso un centro di riciclaggio, oppure smaltirle in conformità con le proprie ordinanze locali. (Le batterie ricaricabili al piombo-acido sono dello stesso tipo di quelle utilizzate nelle automobili e devono essere smaltite in maniera simile.)	[1130, 326, 1485, 350]
it3-alkaline-row	[1130, 236, 1485, 270]
list-item: • Bewahren Sie neue und gebrauchte Batterien außerhalb der Reichweite von Kindern.	[771, 683, 1074, 691]
warning-triangle-icon: ⚠	[913, 635, 923, 645]
list-item: 1. Lesen Sie diese Hinweise und heben Sie diese Hinweise auf. Beachten Sie alle Warnhinweise und folgen Sie diese Hinweise.	[36, 563, 375, 578]
list-item: 13. Attenzione (se applicabile): pericolo dell'esplosione se la batteria è sostituita in modo errato. Sostituire soltanto con lo stesso o il tipo equivalente. Le batterie (un gruppo batterie o una batteria installata) non devono essere esposte a fonti di eccessivo calore quali la luce diretta del sole, fuoco, ecc.	[401, 299, 740, 322]
address-line: 200 Scenic View Drive	[1145, 580, 1215, 588]
de2-p3: ANWEISUNGEN: Das Ausrufezeichen innerhalb eines gleichseitigen Dreiecks soll den Benutzer auf wichtige Betriebs- und Wartungsanweisungen aufmerksam machen, die in der Begleitbroschüre dieses Gerätes enthalten sind.	[385, 631, 699, 654]
